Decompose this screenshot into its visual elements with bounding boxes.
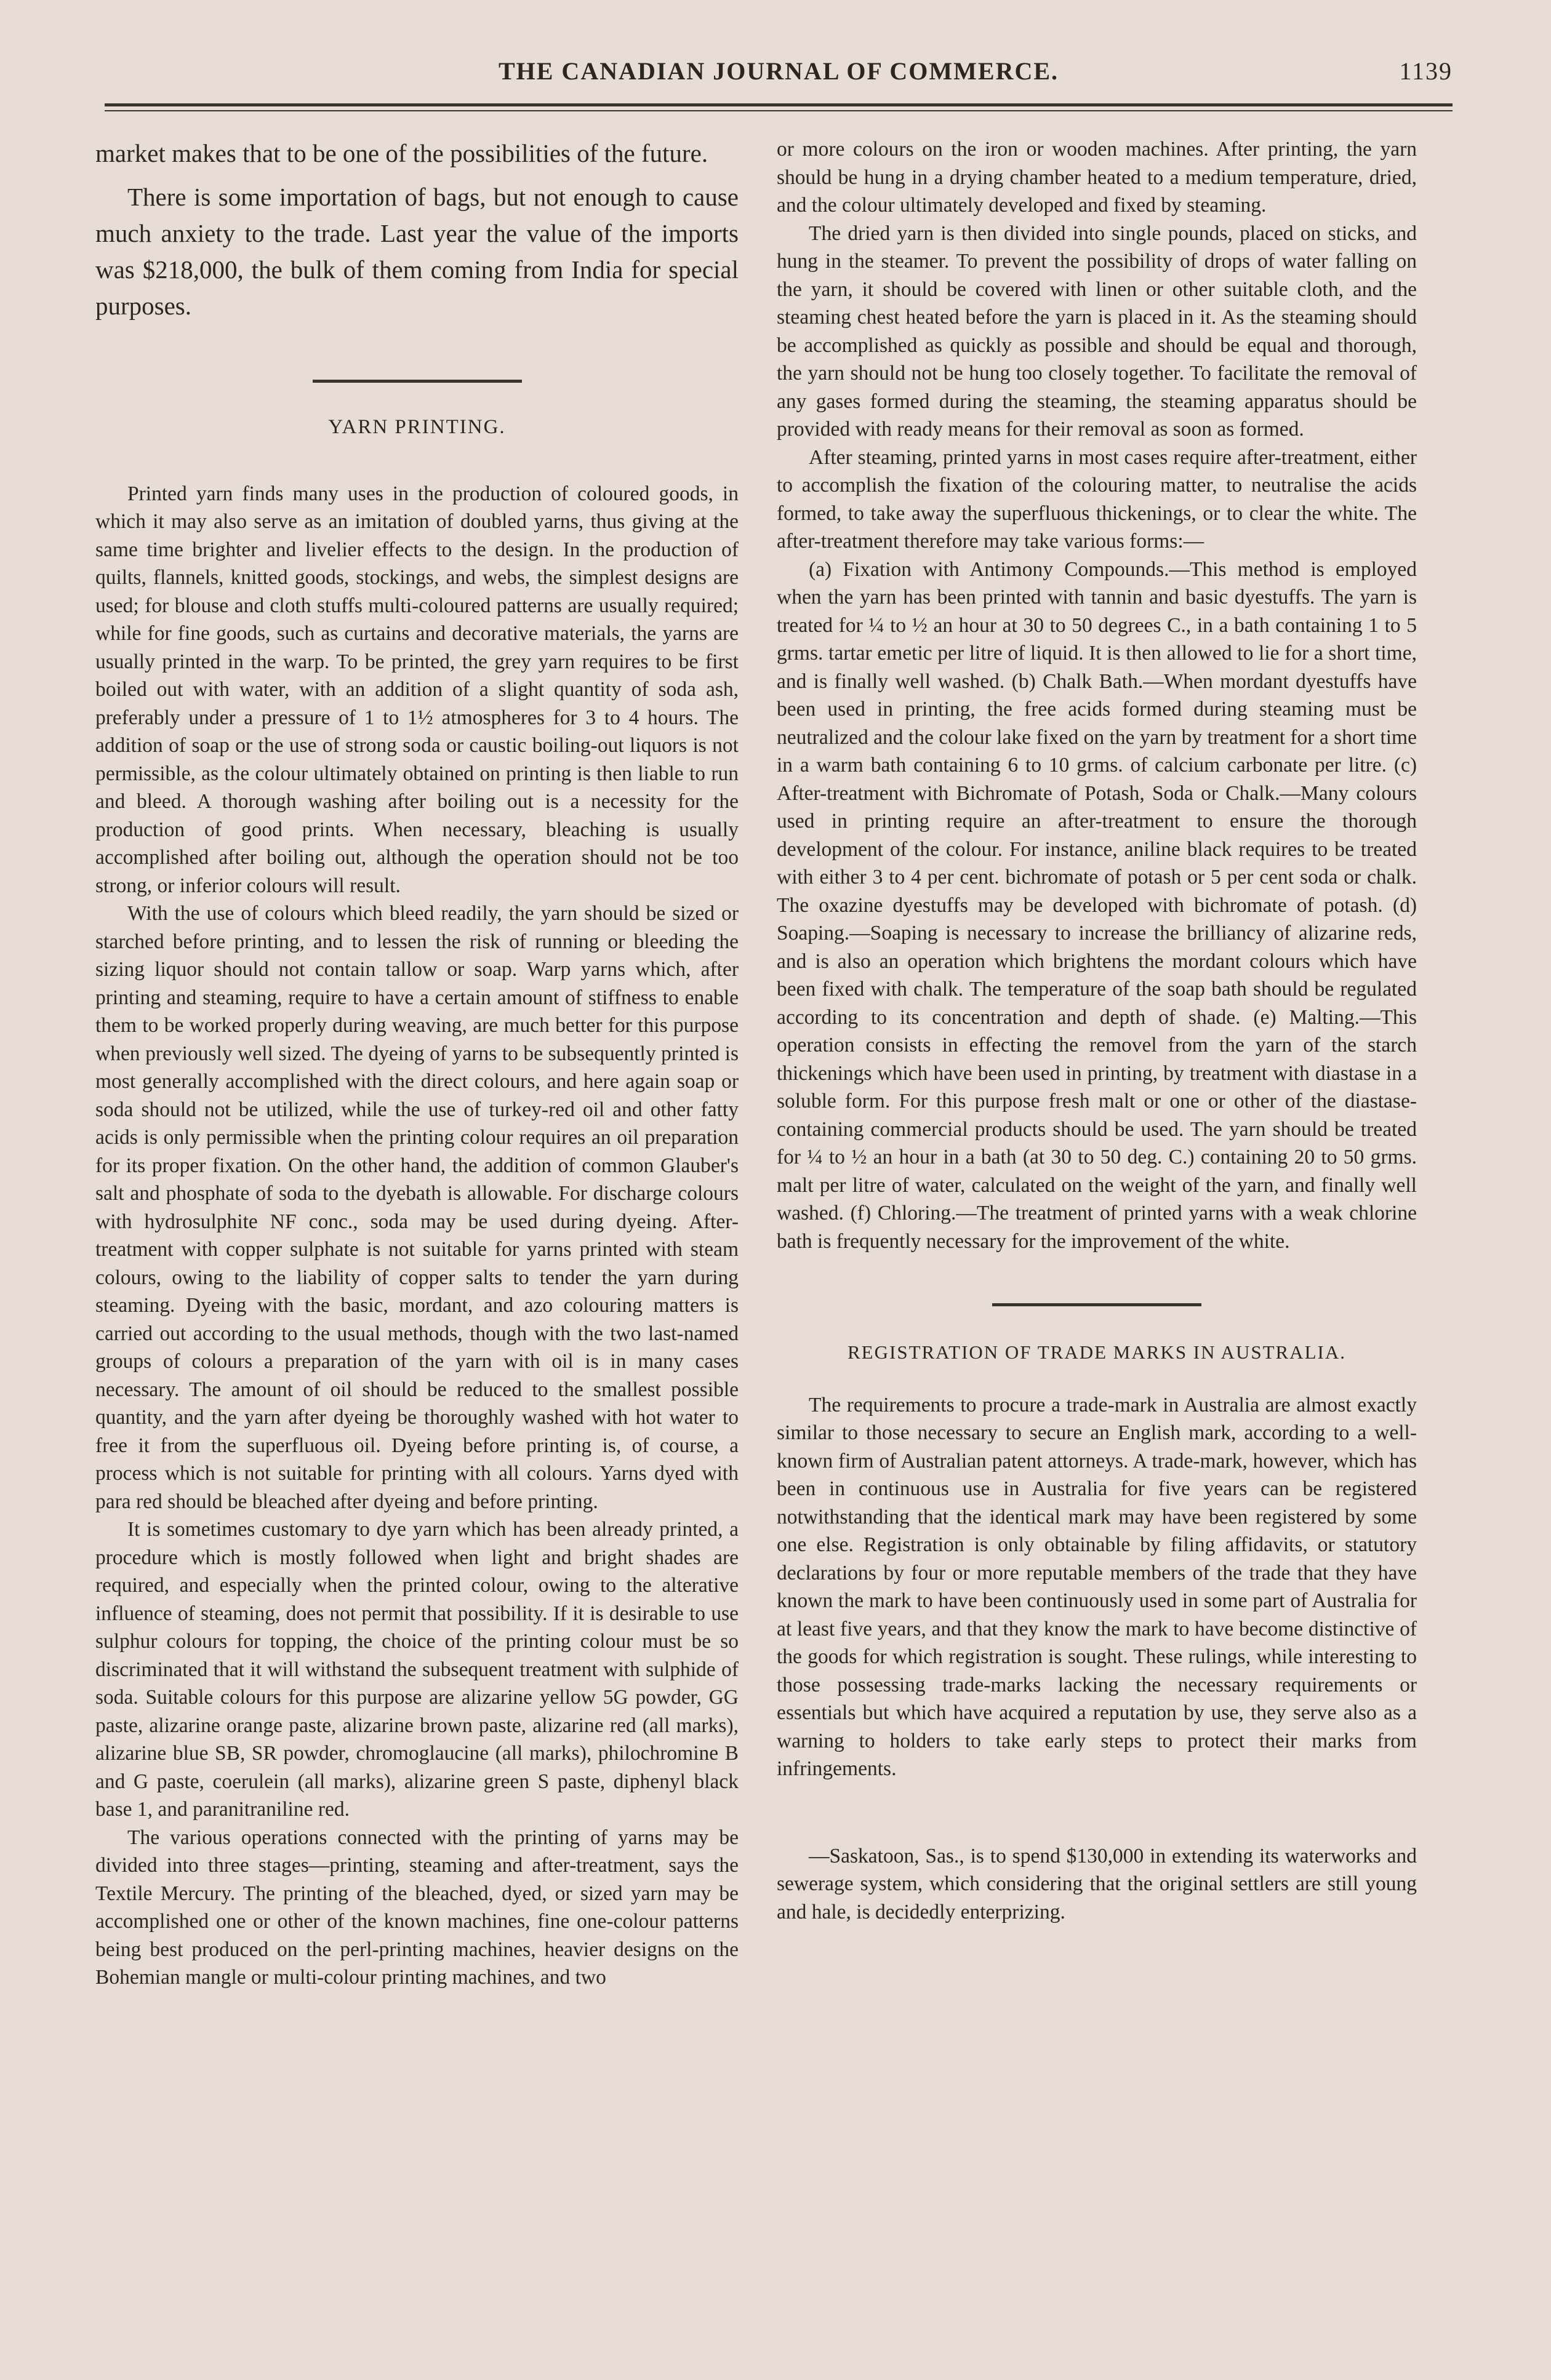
page-number: 1139 <box>1399 57 1453 85</box>
yarn-continuation-paragraph: or more colours on the iron or wooden machines. After printing, the yarn should be hung in a drying chamber heated to a medium temperature, dried, and the colour ultimately developed and fixed by steaming. <box>777 138 1417 217</box>
bags-paragraph: There is some importation of bags, but not enough to cause much anxiety to the trade. Last year the value of the imports was $218,000, the bulk of them coming from India for special purposes. <box>95 183 739 320</box>
running-head <box>105 57 1453 94</box>
yarn-paragraph: With the use of colours which bleed readily, the yarn should be sized or starched before printing, and to lessen the risk of running or bleeding the sizing liquor should not contain tallow or soap. Warp yarns which, after printing and steaming, require to have a certain amount of stiffness to enable them to be worked properly during weaving, are much better for this purpose when previously well sized. The dyeing of yarns to be subsequently printed is most generally accomplished with the direct colours, and here again soap or soda should not be utilized, while the use of turkey-red oil and other fatty acids is only permissible when the printing colour requires an oil preparation for its proper fixation. On the other hand, the addition of common Glauber's salt and phosphate of soda to the dyebath is allowable. For discharge colours with hydrosulphite NF conc., soda may be used during dyeing. After-treatment with copper sulphate is not suitable for yarns printed with steam colours, owing to the liability of copper salts to tender the yarn during steaming. Dyeing with the basic, mordant, and azo colouring matters is carried out according to the usual methods, though with the two last-named groups of colours a preparation of the yarn with oil is in many cases necessary. The amount of oil should be reduced to the smallest possible quantity, and the yarn after dyeing be thoroughly washed with hot water to free it from the superfluous oil. Dyeing before printing is, of course, a process which is not suitable for printing with all colours. Yarns dyed with para red should be bleached after dyeing and before printing. <box>95 902 739 1513</box>
yarn-paragraph: It is sometimes customary to dye yarn which has been already printed, a procedure which is mostly followed when light and bright shades are required, and especially when the printed colour, owing to the alterative influence of steaming, does not permit that possibility. If it is desirable to use sulphur colours for topping, the choice of the printing colour must be so discriminated that it will withstand the subsequent treatment with sulphide of soda. Suitable colours for this purpose are alizarine yellow 5G powder, GG paste, alizarine orange paste, alizarine brown paste, alizarine red (all marks), alizarine blue SB, SR powder, chromoglaucine (all marks), philochromine B and G paste, coerulein (all marks), alizarine green S paste, diphenyl black base 1, and paranitraniline red. <box>95 1518 739 1821</box>
left-column <box>95 135 739 1992</box>
trade-marks-paragraph: The requirements to procure a trade-mark in Australia are almost exactly similar to those necessary to secure an English mark, according to a well-known firm of Australian patent attorneys. A trade-mark, however, which has been in continuous use in Australia for five years can be registered notwithstanding that the identical mark may have been registered by some one else. Registration is only obtainable by filing affidavits, or statutory declarations by four or more reputable members of the trade that they have known the mark to have been continuously used in some part of Australia for at least five years, and that they know the mark to have become distinctive of the goods for which registration is sought. These rulings, while interesting to those possessing trade-marks lacking the necessary requirements or essentials but which have acquired a reputation by use, they serve also as a warning to holders to take early steps to protect their marks from infringements. <box>777 1393 1417 1780</box>
journal-title: THE CANADIAN JOURNAL OF COMMERCE. <box>498 57 1059 85</box>
header-rule <box>105 103 1453 111</box>
yarn-paragraph: Printed yarn finds many uses in the production of coloured goods, in which it may also serve as an imitation of doubled yarns, thus giving at the same time brighter and livelier effects to the design. In the production of quilts, flannels, knitted goods, stockings, and webs, the simplest designs are used; for blouse and cloth stuffs multi-coloured patterns are usually required; while for fine goods, such as curtains and decorative materials, the yarns are usually printed in the warp. To be printed, the grey yarn requires to be first boiled out with water, with an addition of a slight quantity of soda ash, preferably under a pressure of 1 to 1½ atmospheres for 3 to 4 hours. The addition of soap or the use of strong soda or caustic boiling-out liquors is not permissible, as the colour ultimately obtained on printing is then liable to run and bleed. A thorough washing after boiling out is a necessity for the production of good prints. When necessary, bleaching is usually accomplished after boiling out, although the operation should not be too strong, or inferior colours will result. <box>95 482 739 897</box>
yarn-paragraph: The dried yarn is then divided into single pounds, placed on sticks, and hung in the steamer. To prevent the possibility of drops of water falling on the yarn, it should be covered with linen or other suitable cloth, and the steaming chest heated before the yarn is placed in it. As the steaming should be accomplished as quickly as possible and should be equal and thorough, the yarn should not be hung too closely together. To facilitate the removal of any gases formed during the steaming, the steaming apparatus should be provided with ready means for their removal as soon as formed. <box>777 222 1417 441</box>
yarn-paragraph: (a) Fixation with Antimony Compounds.—This method is employed when the yarn has been printed with tannin and basic dyestuffs. The yarn is treated for ¼ to ½ an hour at 30 to 50 degrees C., in a bath containing 1 to 5 grms. tartar emetic per litre of liquid. It is then allowed to lie for a short time, and is finally well washed. (b) Chalk Bath.—When mordant dyestuffs have been used in printing, the free acids formed during steaming must be neutralized and the colour lake fixed on the yarn by treatment for a short time in a warm bath containing 6 to 10 grms. of calcium carbonate per litre. (c) After-treatment with Bichromate of Potash, Soda or Chalk.—Many colours used in printing require an after-treatment to ensure the thorough development of the colour. For instance, aniline black requires to be treated with either 3 to 4 per cent. bichromate of potash or 5 per cent soda or chalk. The oxazine dyestuffs may be developed with bichromate of potash. (d) Soaping.—Soaping is necessary to increase the brilliancy of alizarine reds, and is also an operation which brightens the mordant colours which have been fixed with chalk. The temperature of the soap bath should be regulated according to its concentration and depth of shade. (e) Malting.—This operation consists in effecting the removel from the yarn of the starch thickenings which have been used in printing, by treatment with diastase in a soluble form. For this purpose fresh malt or one or other of the diastase-containing commercial products should be used. The yarn should be treated for ¼ to ½ an hour in a bath (at 30 to 50 deg. C.) containing 20 to 50 grms. malt per litre of water, calculated on the weight of the yarn, and finally well washed. (f) Chloring.—The treatment of printed yarns with a weak chlorine bath is frequently necessary for the improvement of the white. <box>777 557 1417 1253</box>
yarn-paragraph: After steaming, printed yarns in most cases require after-treatment, either to accomplish the fixation of the colouring matter, to neutralise the acids formed, to take away the superfluous thickenings, or to clear the white. The after-treatment therefore may take various forms:— <box>777 445 1417 553</box>
yarn-printing-article <box>95 413 739 1992</box>
yarn-paragraph: The various operations connected with the printing of yarns may be divided into three stages—printing, steaming and after-treatment, says the Textile Mercury. The printing of the bleached, dyed, or sized yarn may be accomplished one or other of the known machines, fine one-colour patterns being best produced on the perl-printing machines, heavier designs on the Bohemian mangle or multi-colour printing machines, and two <box>95 1826 739 1989</box>
trade-marks-heading: REGISTRATION OF TRADE MARKS IN AUSTRALIA. <box>848 1341 1346 1363</box>
bags-article <box>95 135 739 324</box>
continuation-paragraph: market makes that to be one of the possibilities of the future. <box>95 139 708 167</box>
saskatoon-paragraph: —Saskatoon, Sas., is to spend $130,000 in extending its waterworks and sewerage system, which considering that the original settlers are still young and hale, is decidedly enterprizing. <box>777 1844 1417 1923</box>
right-column <box>777 135 1417 1926</box>
section-divider <box>313 380 522 383</box>
section-divider <box>992 1303 1201 1306</box>
yarn-printing-heading: YARN PRINTING. <box>328 416 506 438</box>
